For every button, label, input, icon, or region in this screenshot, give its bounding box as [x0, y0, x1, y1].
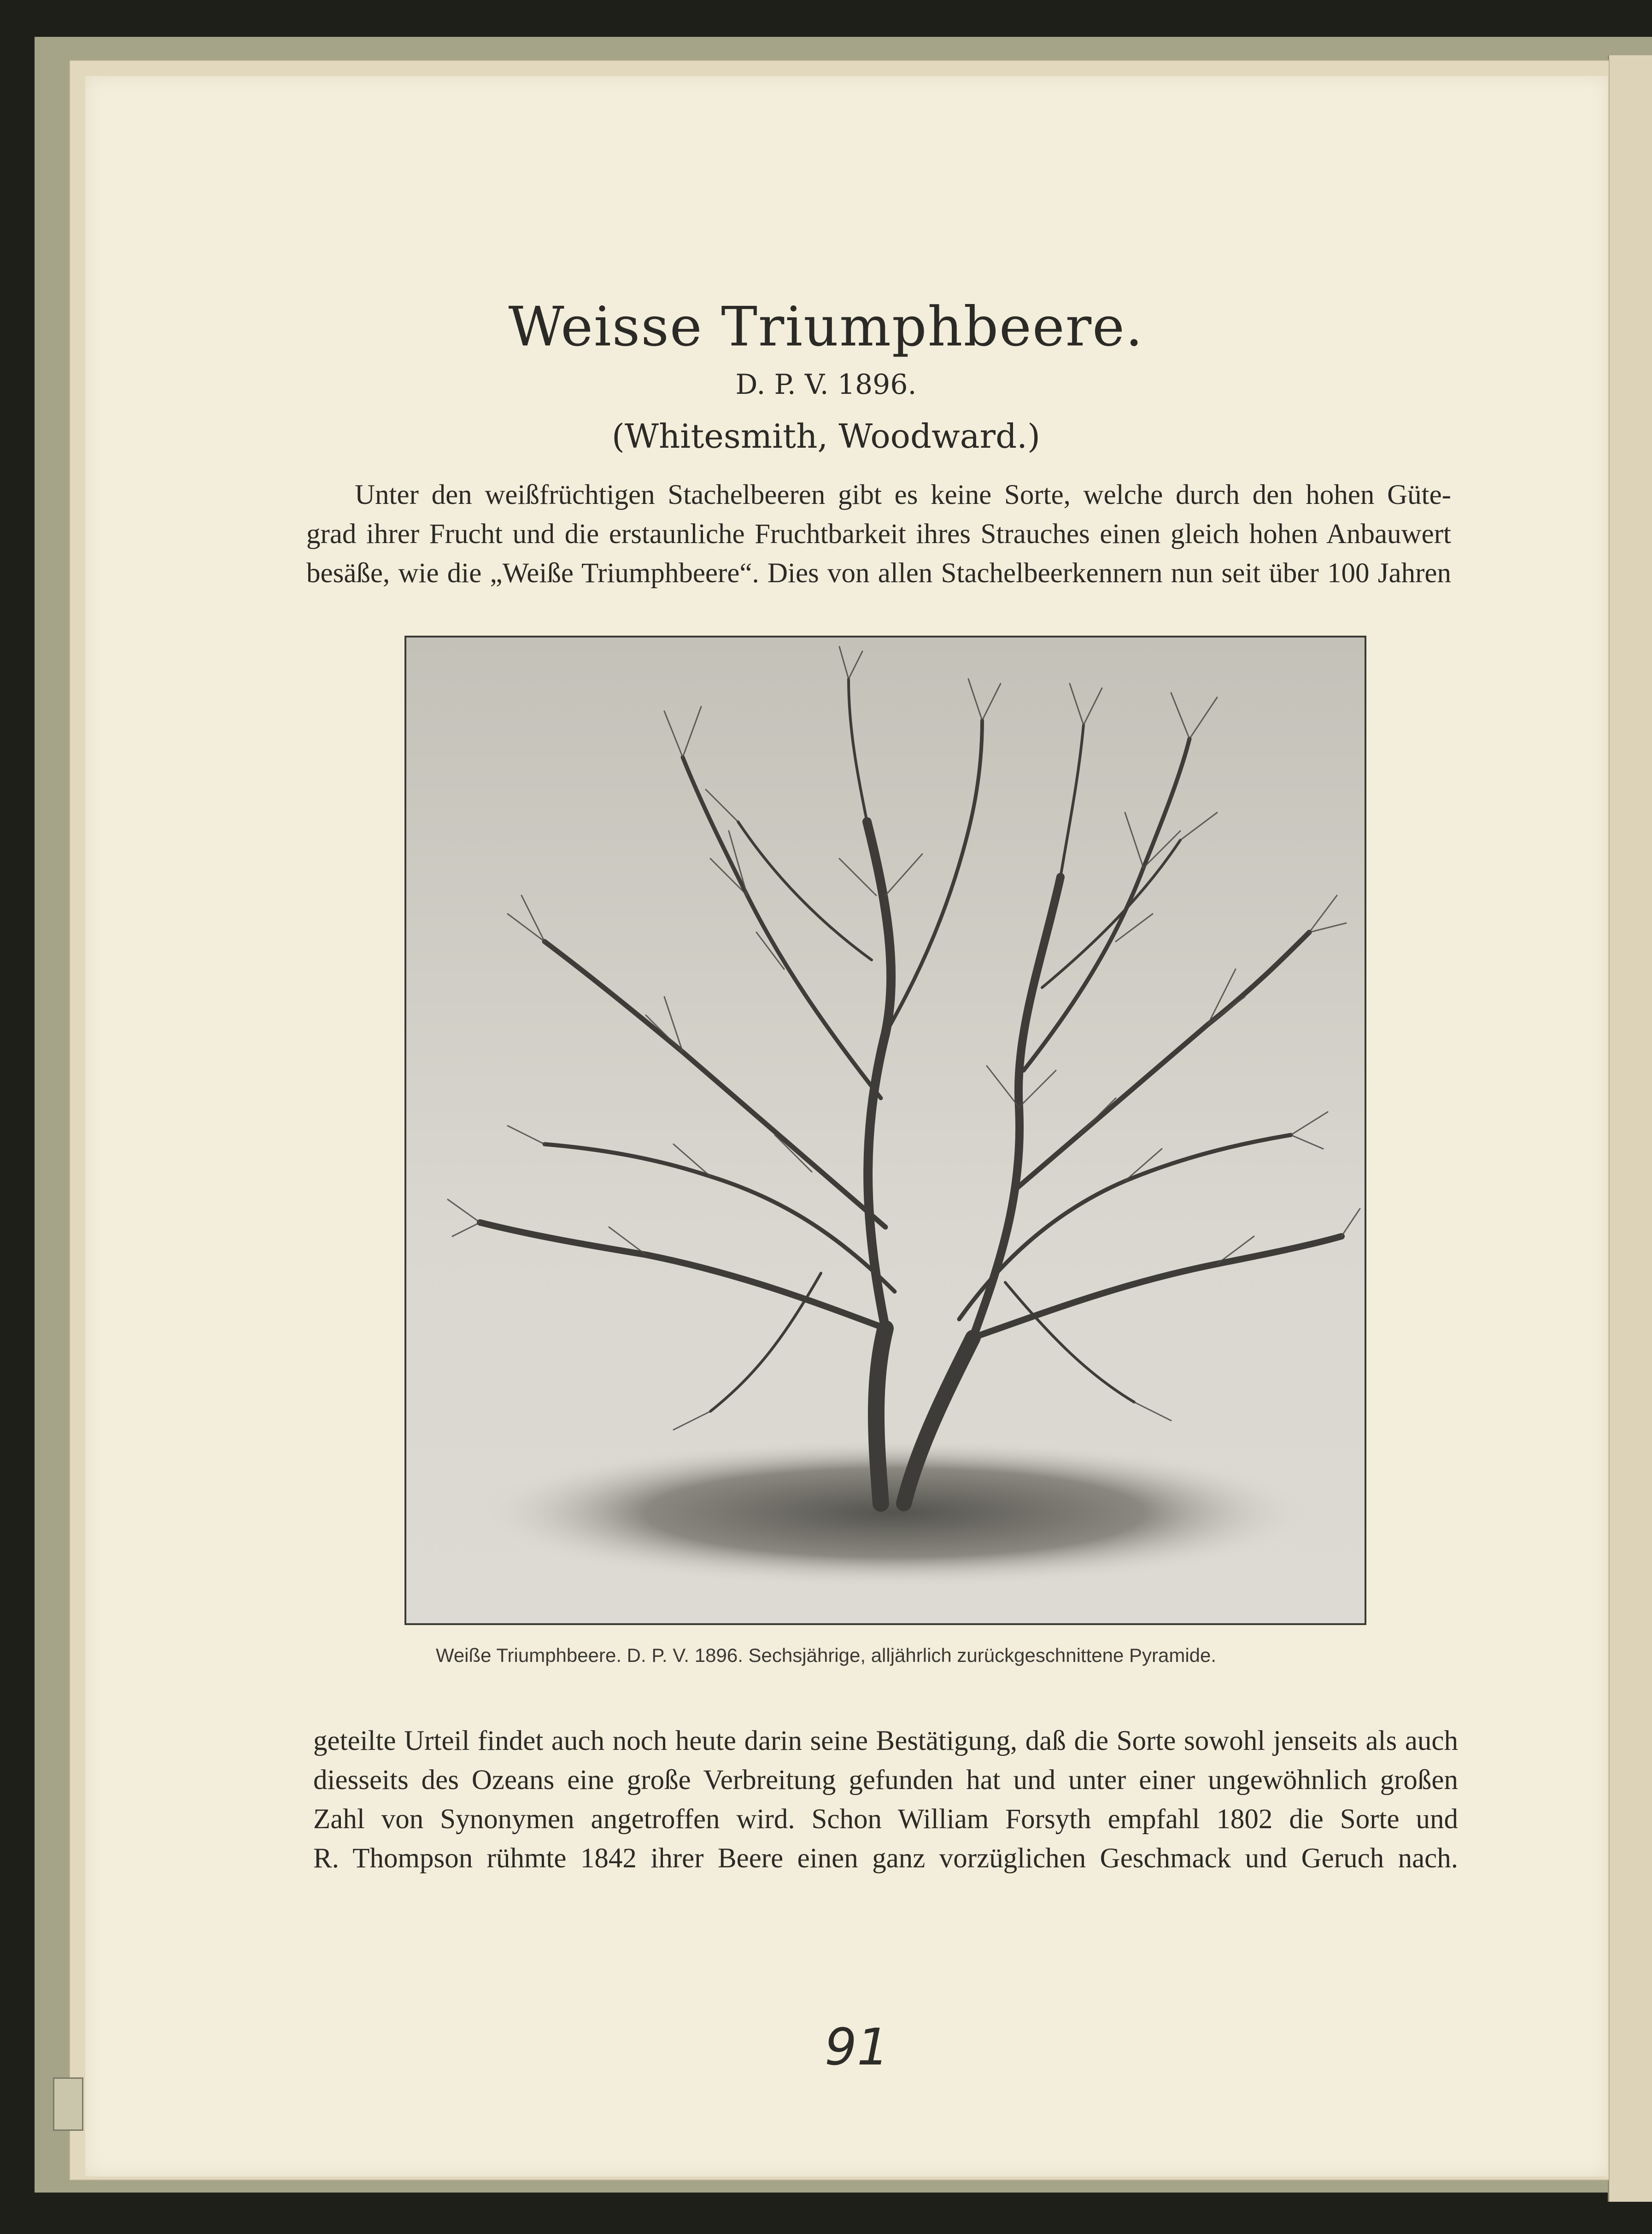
page-title: Weisse Triumphbeere. [508, 295, 1144, 358]
figure-caption: Weiße Triumphbeere. D. P. V. 1896. Sechsjährige, alljährlich zurückgeschnittene Pyramide. [435, 1644, 1217, 1666]
library-stamp [53, 2077, 83, 2131]
closing-line: diesseits des Ozeans eine große Verbreitung gefunden hat und unter einer ungewöhnlich großen [313, 1765, 1458, 1795]
intro-line: besäße, wie die „Weiße Triumphbeere“. Dies von allen Stachelbeerkennern nun seit über 100 Jahren [306, 558, 1451, 589]
intro-line: grad ihrer Frucht und die erstaunliche Fruchtbarkeit ihres Strauches einen gleich hohen Anbauwert [306, 519, 1451, 550]
closing-line: geteilte Urteil findet auch noch heute darin seine Bestätigung, daß die Sorte sowohl jenseits als auch [313, 1725, 1458, 1756]
tree-photograph [404, 636, 1366, 1625]
synonyms-label: (Whitesmith, Woodward.) [611, 417, 1041, 456]
closing-line: R. Thompson rühmte 1842 ihrer Beere einen ganz vorzüglichen Geschmack und Geruch nach. [313, 1843, 1458, 1874]
page-number: 91 [825, 2018, 889, 2076]
closing-line: Zahl von Synonymen angetroffen wird. Schon William Forsyth empfahl 1802 die Sorte und [313, 1804, 1458, 1835]
registration-label: D. P. V. 1896. [735, 368, 917, 401]
bare-gooseberry-bush-illustration [406, 637, 1365, 1623]
intro-line: Unter den weißfrüchtigen Stachelbeeren gibt es keine Sorte, welche durch den hohen Güte- [355, 480, 1451, 510]
